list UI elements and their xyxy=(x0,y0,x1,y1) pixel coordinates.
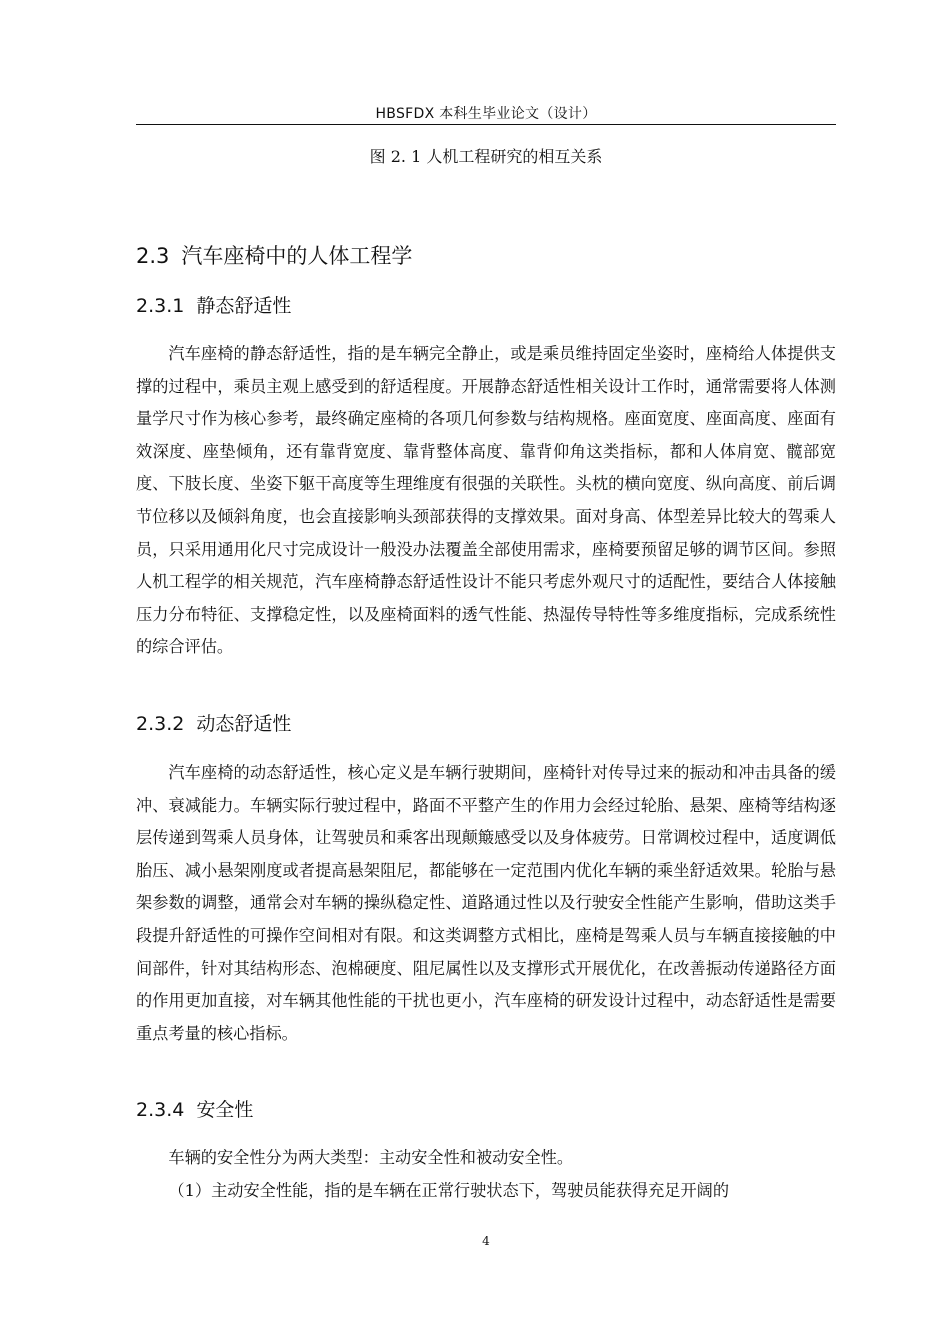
section-heading-2-3-2 xyxy=(136,709,291,736)
page-number: 4 xyxy=(482,1234,490,1248)
section-heading-2-3-4 xyxy=(136,1095,253,1122)
section-title: 静态舒适性 xyxy=(196,295,292,317)
header-rule xyxy=(136,124,836,125)
section-heading-2-3-1 xyxy=(136,291,291,318)
section-title: 安全性 xyxy=(196,1099,254,1121)
paragraph-dynamic-comfort: 汽车座椅的动态舒适性，核心定义是车辆行驶期间，座椅针对传导过来的振动和冲击具备的缓冲、衰减能力。车辆实际行驶过程中，路面不平整产生的作用力会经过轮胎、悬架、座椅等结构逐层传递到驾乘人员身体，让驾驶员和乘客出现颠簸感受以及身体疲劳。日常调校过程中，适度调低胎压、减小悬架刚度或者提高悬架阻尼，都能够在一定范围内优化车辆的乘坐舒适效果。轮胎与悬架参数的调整，通常会对车辆的操纵稳定性、道路通过性以及行驶安全性能产生影响，借助这类手段提升舒适性的可操作空间相对有限。和这类调整方式相比，座椅是驾乘人员与车辆直接接触的中间部件，针对其结构形态、泡棉硬度、阻尼属性以及支撑形式开展优化，在改善振动传递路径方面的作用更加直接，对车辆其他性能的干扰也更小，汽车座椅的研发设计过程中，动态舒适性是需要重点考量的核心指标。 xyxy=(136,763,836,1043)
section-number: 2.3.2 xyxy=(136,713,185,735)
paragraph-safety-intro: 车辆的安全性分为两大类型：主动安全性和被动安全性。 xyxy=(168,1148,574,1167)
section-number: 2.3.1 xyxy=(136,295,185,317)
figure-caption: 图 2. 1 人机工程研究的相互关系 xyxy=(369,147,603,166)
section-title: 汽车座椅中的人体工程学 xyxy=(181,244,413,268)
section-number: 2.3 xyxy=(136,244,170,268)
paragraph-static-comfort: 汽车座椅的静态舒适性，指的是车辆完全静止，或是乘员维持固定坐姿时，座椅给人体提供支撑的过程中，乘员主观上感受到的舒适程度。开展静态舒适性相关设计工作时，通常需要将人体测量学尺寸作为核心参考，最终确定座椅的各项几何参数与结构规格。座面宽度、座面高度、座面有效深度、座垫倾角，还有靠背宽度、靠背整体高度、靠背仰角这类指标，都和人体肩宽、髋部宽度、下肢长度、坐姿下躯干高度等生理维度有很强的关联性。头枕的横向宽度、纵向高度、前后调节位移以及倾斜角度，也会直接影响头颈部获得的支撑效果。面对身高、体型差异比较大的驾乘人员，只采用通用化尺寸完成设计一般没办法覆盖全部使用需求，座椅要预留足够的调节区间。参照人机工程学的相关规范，汽车座椅静态舒适性设计不能只考虑外观尺寸的适配性，要结合人体接触压力分布特征、支撑稳定性，以及座椅面料的透气性能、热湿传导特性等多维度指标，完成系统性的综合评估。 xyxy=(136,344,836,657)
paragraph-active-safety: （1）主动安全性能，指的是车辆在正常行驶状态下，驾驶员能获得充足开阔的 xyxy=(168,1181,730,1200)
running-header: HBSFDX 本科生毕业论文（设计） xyxy=(375,106,597,122)
section-heading-2-3 xyxy=(136,240,412,270)
section-title: 动态舒适性 xyxy=(196,713,292,735)
section-number: 2.3.4 xyxy=(136,1099,185,1121)
